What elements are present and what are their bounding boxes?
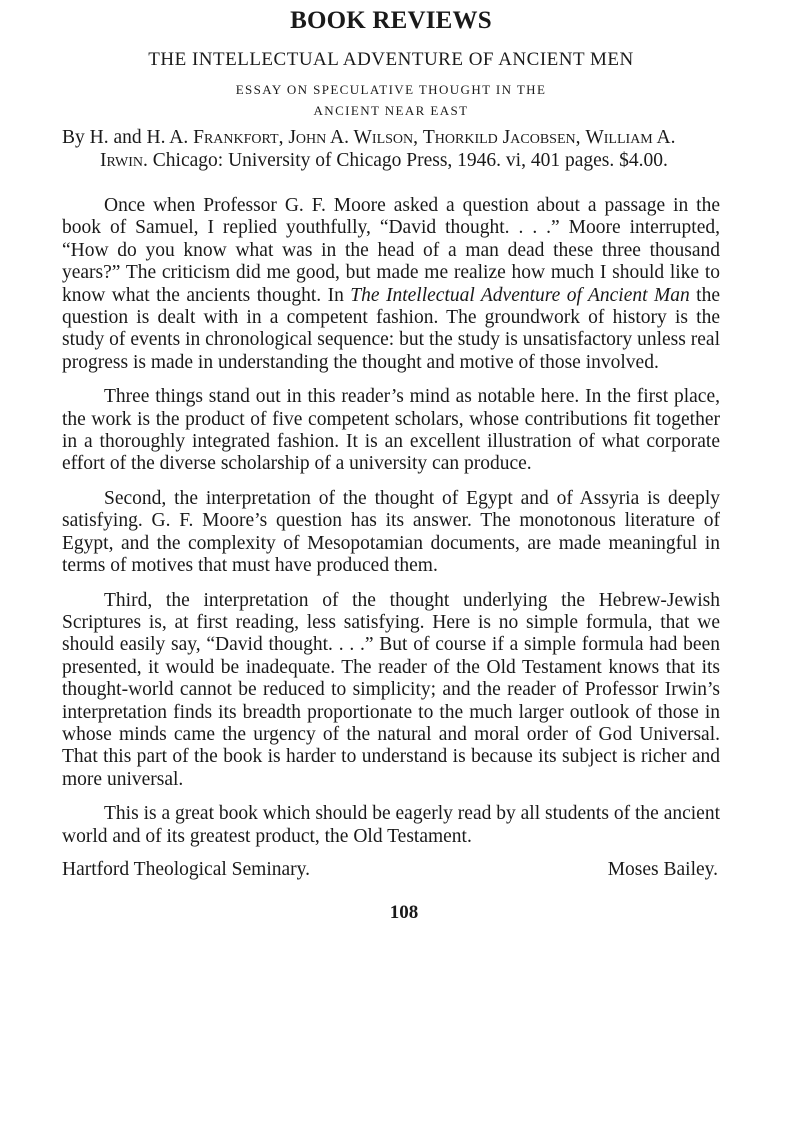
byline-separator: , [575,127,586,148]
signature [62,858,720,882]
subtitle-line-2: ANCIENT NEAR EAST [313,103,469,118]
byline-separator: , [413,127,423,148]
reviewer-name: Moses Bailey. [607,858,718,880]
author-wilson: John A. Wilson [288,127,414,148]
author-frankfort: Frankfort [193,127,279,148]
byline [62,126,720,172]
page-number: 108 [389,901,419,923]
byline-by: By H. and H. A. [62,127,194,148]
review-title: THE INTELLECTUAL ADVENTURE OF ANCIENT MEN [148,49,634,70]
paragraph-1-text-a: Once when Professor G. F. Moore asked a question about a passage in the book of Samuel, I replied youthfully, “David thought. . . .” Moore interrupted, “How do you know what was in the head of a man dead these three thousand years?” The criticism did me good, but made me realize how much I should like to know what the ancients thought. In [62,195,720,306]
publisher-info: . Chicago: University of Chicago Press, 1946. vi, 401 pages. $4.00. [143,150,668,171]
paragraph-2: Three things stand out in this reader’s mind as notable here. In the first place, the work is the product of five competent scholars, whose contributions fit together in a thoroughly integrated fashion. It is an excellent illustration of what corporate effort of the diverse scholarship of a university can produce. [62,386,720,475]
author-irwin: William A. Irwin [100,127,676,171]
byline-separator: , [278,127,289,148]
paragraph-4: Third, the interpretation of the thought underlying the Hebrew-Jewish Scriptures is, at first reading, less satisfying. Here is no simple formula, that we should easily say, “David thought. . . .” But of course if a simple formula had been presented, it would be inadequate. The reader of the Old Testament knows that its thought-world cannot be reduced to simplicity; and the reader of Professor Irwin’s interpretation finds its breadth proportionate to the much larger outlook of those in whose minds came the urgency of the natural and moral order of God Universal. That this part of the book is harder to understand is because its subject is richer and more universal. [62,589,720,790]
page [62,0,720,924]
institution: Hartford Theological Seminary. [62,858,311,880]
subtitle-line-1: ESSAY ON SPECULATIVE THOUGHT IN THE [235,82,547,97]
subtitle [62,79,720,121]
paragraph-3: Second, the interpretation of the thought of Egypt and of Assyria is deeply satisfying. G. F. Moore’s question has its answer. The monotonous literature of Egypt, and the complexity of Mesopotamian documents, are made meaningful in terms of motives that must have produced them. [62,487,720,577]
book-title-italic: The Intellectual Adventure of Ancient Man [350,284,690,306]
section-header: BOOK REVIEWS [290,7,492,34]
paragraph-1 [62,195,720,374]
author-jacobsen: Thorkild Jacobsen [422,127,576,148]
paragraph-5: This is a great book which should be eagerly read by all students of the ancient world and of its greatest product, the Old Testament. [62,803,720,847]
paragraph-1-text-b: the question is dealt with in a competent fashion. The groundwork of history is the study of events in chronological sequence: but the study is unsatisfactory unless real progress is made in understanding the thought and motive of those involved. [62,284,720,373]
